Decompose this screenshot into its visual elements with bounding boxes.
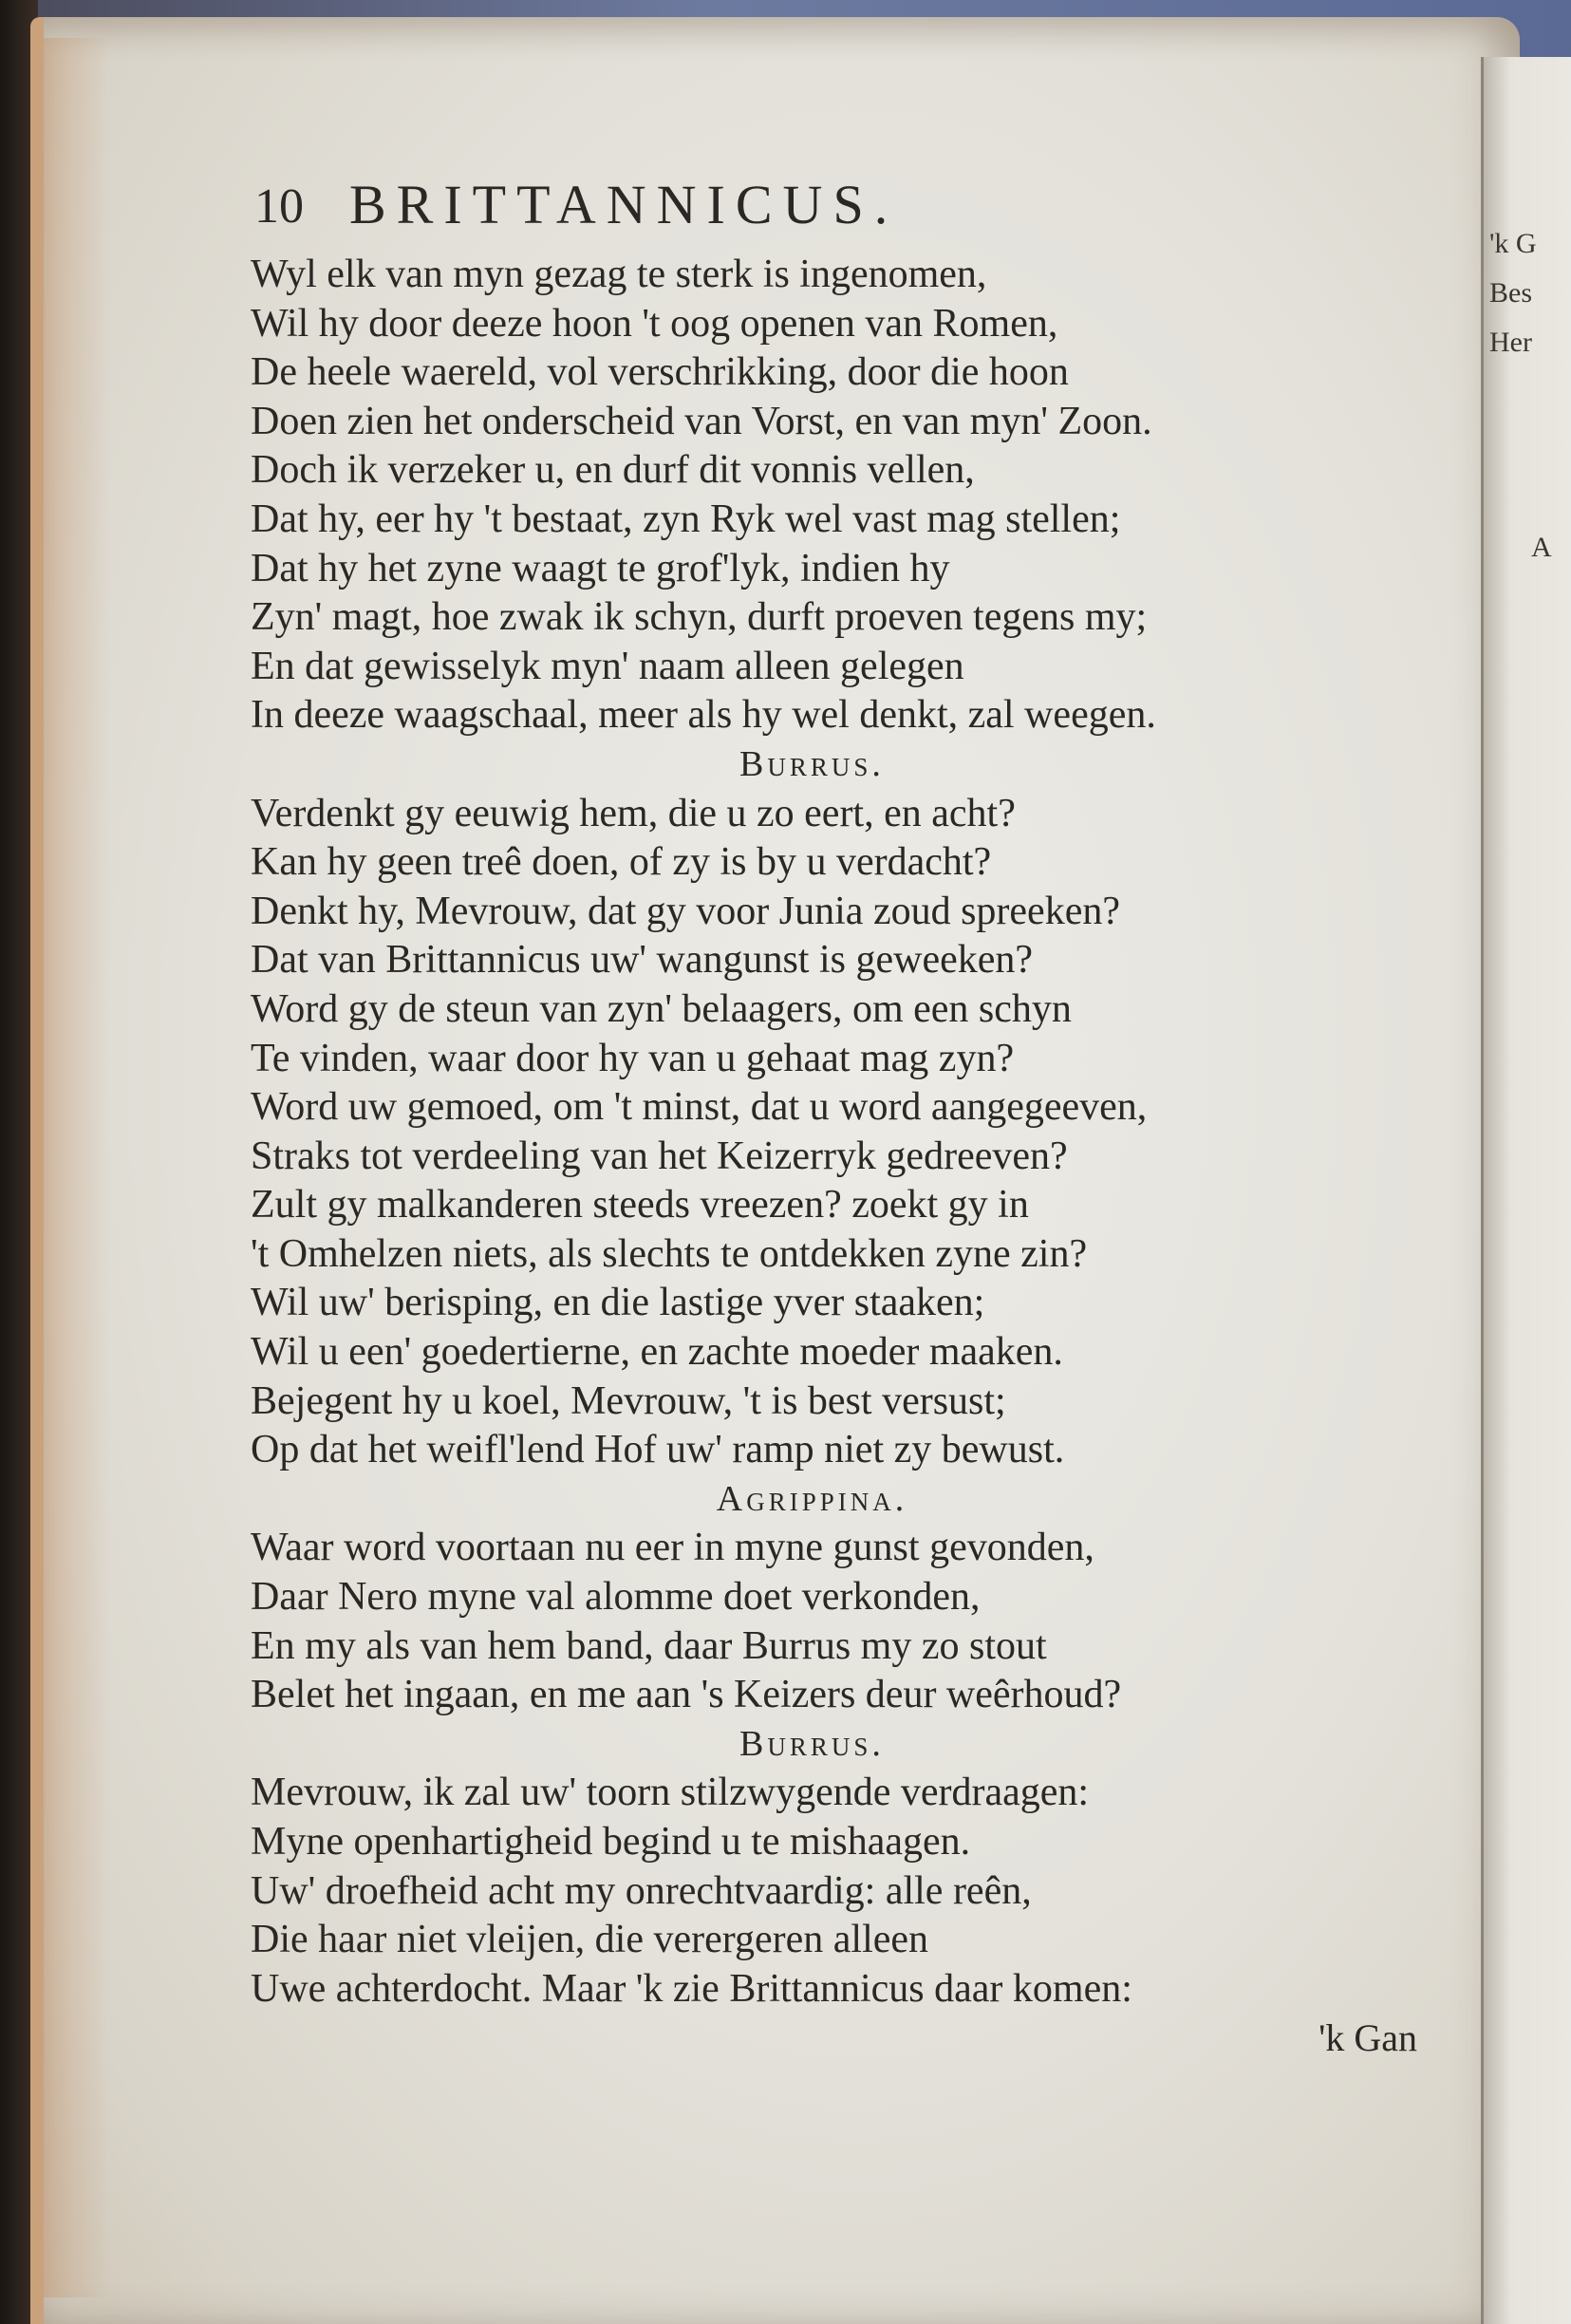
running-title: BRITTANNICUS. <box>349 174 899 235</box>
verse-line: Mevrouw, ik zal uw' toorn stilzwygende verdraagen: <box>251 1771 1090 1815</box>
page-header <box>245 171 1436 251</box>
verse-line: Daar Nero myne val alomme doet verkonden, <box>251 1575 981 1620</box>
page-text <box>245 171 1436 2063</box>
verse-line: Op dat het weifl'lend Hof uw' ramp niet zy bewust. <box>251 1428 1065 1472</box>
verse-line: Te vinden, waar door hy van u gehaat mag zyn? <box>251 1036 1015 1080</box>
verse-line: Doen zien het onderscheid van Vorst, en van myn' Zoon. <box>251 399 1152 443</box>
adjacent-fragment: 'k G <box>1489 228 1537 259</box>
adjacent-fragment: A <box>1531 532 1552 563</box>
verse-line: Wyl elk van myn gezag te sterk is ingenomen, <box>251 253 987 296</box>
verse-line: Zult gy malkanderen steeds vreezen? zoekt gy in <box>251 1183 1029 1228</box>
verse-line: Bejegent hy u koel, Mevrouw, 't is best versust; <box>251 1378 1006 1423</box>
verse-line: Myne openhartigheid begind u te mishaagen. <box>251 1820 971 1864</box>
verse-block <box>245 1475 1436 1720</box>
page-edge-stain <box>44 38 110 2297</box>
verse-line: Kan hy geen treê doen, of zy is by u verdacht? <box>251 840 992 885</box>
verse-line: Word uw gemoed, om 't minst, dat u word aangegeeven, <box>251 1085 1148 1130</box>
verse-line: En dat gewisselyk myn' naam alleen gelegen <box>251 644 964 688</box>
verse-line: En my als van hem band, daar Burrus my zo stout <box>251 1623 1047 1668</box>
verse-line: Word gy de steun van zyn' belaagers, om een schyn <box>251 986 1072 1031</box>
verse-line: Denkt hy, Mevrouw, dat gy voor Junia zoud spreeken? <box>251 889 1120 933</box>
speaker-name: Burrus. <box>739 743 885 784</box>
verse-line: Zyn' magt, hoe zwak ik schyn, durft proeven tegens my; <box>251 595 1148 640</box>
verse-line: In deeze waagschaal, meer als hy wel denkt, zal weegen. <box>251 693 1156 738</box>
verse-line: Uw' droefheid acht my onrechtvaardig: alle reên, <box>251 1868 1032 1913</box>
verse-line: De heele waereld, vol verschrikking, door die hoon <box>251 350 1069 395</box>
adjacent-fragment: Bes <box>1489 277 1532 309</box>
speaker-name: Agrippina. <box>716 1478 908 1519</box>
verse-line: Waar word voortaan nu eer in myne gunst gevonden, <box>251 1526 1094 1570</box>
verse-line: 't Omhelzen niets, als slechts te ontdekken zyne zin? <box>251 1231 1088 1276</box>
verse-line: Dat hy het zyne waagt te grof'lyk, indien hy <box>251 546 950 590</box>
verse-line: Wil hy door deeze hoon 't oog openen van Romen, <box>251 301 1058 346</box>
adjacent-fragment: Her <box>1489 327 1532 358</box>
verse-line: Wil u een' goedertierne, en zachte moeder maaken. <box>251 1330 1063 1375</box>
catchword: 'k Gan <box>1319 2016 1417 2060</box>
verse-line: Straks tot verdeeling van het Keizerryk gedreeven? <box>251 1134 1068 1178</box>
verse-line: Verdenkt gy eeuwig hem, die u zo eert, en acht? <box>251 791 1016 835</box>
verse-line: Die haar niet vleijen, die verergeren alleen <box>251 1918 929 1962</box>
verse-line: Wil uw' berisping, en die lastige yver staaken; <box>251 1281 985 1325</box>
verse-line: Dat van Brittannicus uw' wangunst is geweeken? <box>251 938 1034 983</box>
verse-block <box>245 740 1436 1475</box>
verse-line: Doch ik verzeker u, en durf dit vonnis vellen, <box>251 448 975 493</box>
verse-line: Uwe achterdocht. Maar 'k zie Brittannicus daar komen: <box>251 1966 1132 2011</box>
adjacent-page <box>1481 57 1571 2324</box>
speaker-name: Burrus. <box>739 1723 885 1764</box>
verse-block <box>245 1720 1436 2015</box>
page-number: 10 <box>254 179 304 234</box>
verse-block <box>245 251 1436 740</box>
verse-line: Belet het ingaan, en me aan 's Keizers deur weêrhoud? <box>251 1673 1122 1717</box>
verse-line: Dat hy, eer hy 't bestaat, zyn Ryk wel vast mag stellen; <box>251 497 1121 541</box>
